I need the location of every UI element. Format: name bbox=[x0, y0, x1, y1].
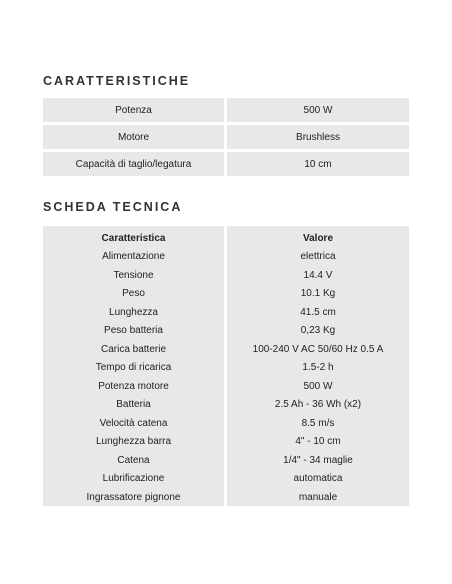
table-row bbox=[43, 322, 409, 341]
spec-value: 14.4 V bbox=[303, 269, 333, 281]
characteristics-table bbox=[43, 98, 409, 179]
table-header-row bbox=[43, 229, 409, 248]
tech-sheet-title: SCHEDA TECNICA bbox=[43, 200, 183, 214]
table-row bbox=[43, 125, 409, 149]
spec-value: 10.1 Kg bbox=[300, 288, 336, 300]
table-row bbox=[43, 266, 409, 285]
characteristics-title: CARATTERISTICHE bbox=[43, 74, 191, 88]
spec-value: 0,23 Kg bbox=[300, 325, 336, 337]
header-value: Valore bbox=[302, 232, 334, 244]
characteristic-label: Motore bbox=[43, 125, 224, 149]
table-row bbox=[43, 303, 409, 322]
spec-value: 1.5-2 h bbox=[302, 362, 334, 374]
spec-label: Alimentazione bbox=[102, 251, 165, 263]
characteristic-label: Capacità di taglio/legatura bbox=[43, 152, 224, 176]
spec-value: 8.5 m/s bbox=[301, 417, 335, 429]
table-row bbox=[43, 470, 409, 489]
spec-value: 500 W bbox=[303, 380, 333, 392]
spec-value: elettrica bbox=[300, 251, 336, 263]
spec-value: manuale bbox=[298, 491, 338, 503]
table-row bbox=[43, 377, 409, 396]
table-row bbox=[43, 396, 409, 415]
spec-value: 4" - 10 cm bbox=[295, 436, 341, 448]
spec-value: 100-240 V AC 50/60 Hz 0.5 A bbox=[252, 343, 384, 355]
spec-label: Batteria bbox=[116, 399, 151, 411]
table-row bbox=[43, 451, 409, 470]
table-row bbox=[43, 285, 409, 304]
table-row bbox=[43, 433, 409, 452]
table-row bbox=[43, 414, 409, 433]
table-row bbox=[43, 152, 409, 176]
table-row bbox=[43, 359, 409, 378]
spec-label: Carica batterie bbox=[100, 343, 167, 355]
spec-value: 41.5 cm bbox=[300, 306, 336, 318]
spec-label: Tempo di ricarica bbox=[95, 362, 172, 374]
spec-value: 1/4" - 34 maglie bbox=[283, 454, 353, 466]
tech-sheet-table bbox=[43, 226, 409, 506]
spec-label: Tensione bbox=[113, 269, 154, 281]
spec-label: Ingrassatore pignone bbox=[86, 491, 181, 503]
table-row bbox=[43, 98, 409, 122]
characteristic-label: Potenza bbox=[43, 98, 224, 122]
table-row bbox=[43, 488, 409, 507]
characteristic-value: Brushless bbox=[227, 125, 409, 149]
spec-value: 2.5 Ah - 36 Wh (x2) bbox=[274, 399, 362, 411]
spec-label: Peso batteria bbox=[104, 325, 163, 337]
table-row bbox=[43, 248, 409, 267]
spec-label: Velocità catena bbox=[99, 417, 168, 429]
spec-label: Lunghezza bbox=[109, 306, 158, 318]
spec-label: Peso bbox=[122, 288, 145, 300]
characteristic-value: 10 cm bbox=[227, 152, 409, 176]
spec-label: Lubrificazione bbox=[102, 473, 165, 485]
spec-label: Catena bbox=[117, 454, 150, 466]
spec-label: Lunghezza barra bbox=[95, 436, 172, 448]
characteristic-value: 500 W bbox=[227, 98, 409, 122]
tech-sheet-rows bbox=[43, 229, 409, 507]
spec-label: Potenza motore bbox=[98, 380, 169, 392]
spec-value: automatica bbox=[293, 473, 343, 485]
header-characteristic: Caratteristica bbox=[101, 232, 166, 244]
table-row bbox=[43, 340, 409, 359]
